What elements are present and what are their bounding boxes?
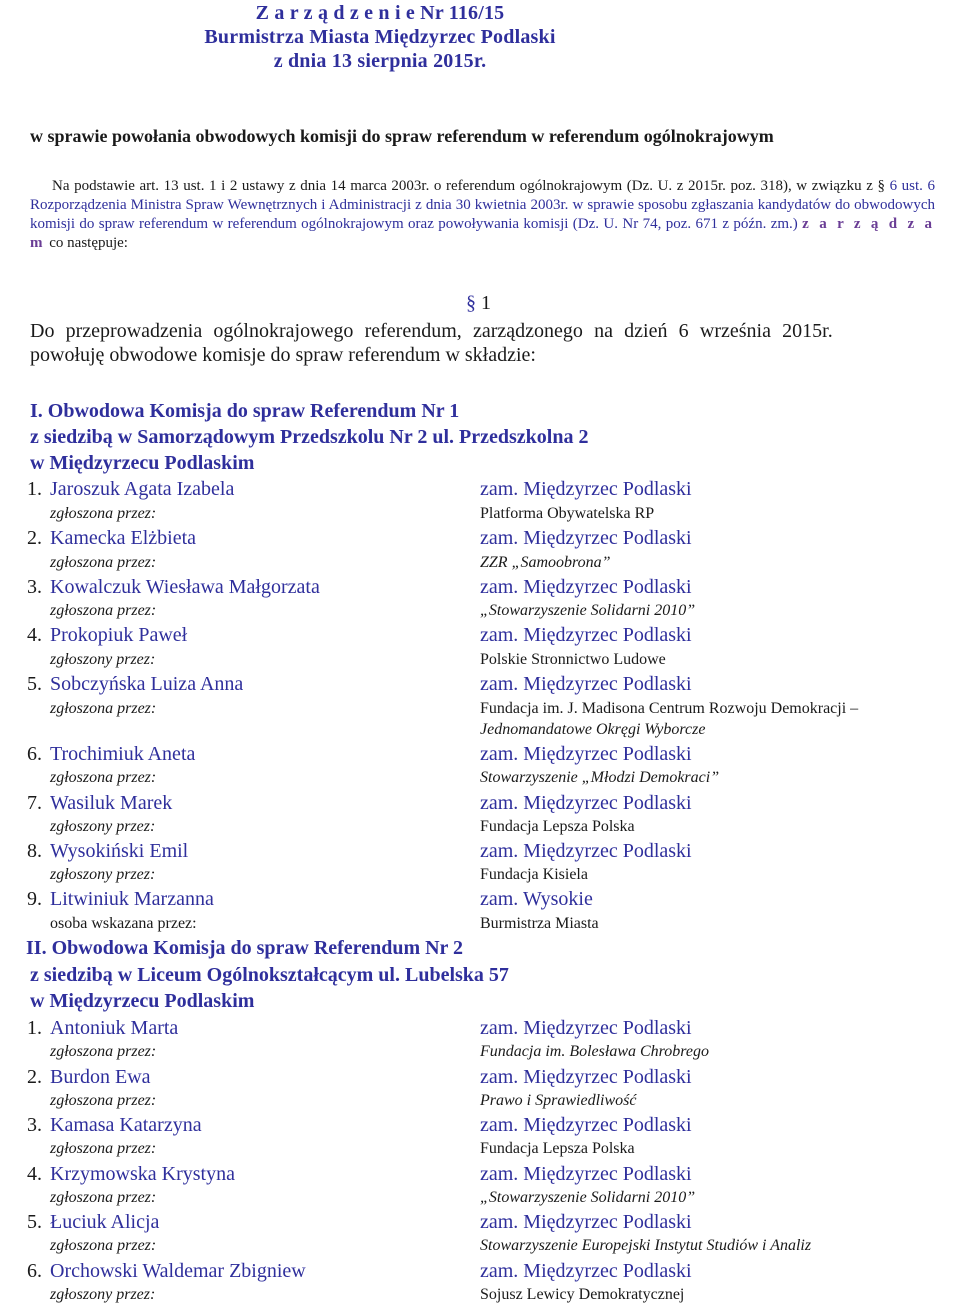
member-residence: zam. Międzyrzec Podlaski <box>480 1114 692 1136</box>
commission-1-city: w Międzyrzecu Podlaskim <box>30 452 255 474</box>
nominated-by-label: zgłoszona przez: <box>50 505 157 522</box>
member-residence: zam. Międzyrzec Podlaski <box>480 1017 692 1039</box>
member-name: Wasiluk Marek <box>50 792 173 814</box>
member-number: 9. <box>27 888 42 910</box>
member-number: 2. <box>27 1066 42 1088</box>
nominated-by-label: zgłoszona przez: <box>50 1237 157 1254</box>
commission-2-title: II. Obwodowa Komisja do spraw Referendum Nr 2 <box>26 937 464 959</box>
nominated-by-label: osoba wskazana przez: <box>50 915 197 932</box>
member-residence: zam. Międzyrzec Podlaski <box>480 792 692 814</box>
ordinance-subject: w sprawie powołania obwodowych komisji do spraw referendum w referendum ogólnokrajowym <box>30 126 774 146</box>
nominating-body-cont: Jednomandatowe Okręgi Wyborcze <box>480 721 706 738</box>
section-sign: § <box>877 178 885 194</box>
member-name: Litwiniuk Marzanna <box>50 888 214 910</box>
member-residence: zam. Międzyrzec Podlaski <box>480 743 692 765</box>
paragraph-number: 1 <box>481 292 491 314</box>
member-name: Antoniuk Marta <box>50 1017 179 1039</box>
member-number: 1. <box>27 1017 42 1039</box>
member-number: 6. <box>27 743 42 765</box>
nominated-by-label: zgłoszona przez: <box>50 1043 157 1060</box>
member-number: 5. <box>27 673 42 695</box>
member-residence: zam. Międzyrzec Podlaski <box>480 478 692 500</box>
member-name: Kowalczuk Wiesława Małgorzata <box>50 576 320 598</box>
paragraph-text-2: powołuję obwodowe komisje do spraw referendum w składzie: <box>30 344 536 366</box>
commission-2-city: w Międzyrzecu Podlaskim <box>30 990 255 1012</box>
member-residence: zam. Międzyrzec Podlaski <box>480 527 692 549</box>
nominating-body: Fundacja Lepsza Polska <box>480 818 635 835</box>
member-number: 5. <box>27 1211 42 1233</box>
nominating-body: Stowarzyszenie Europejski Instytut Studiów i Analiz <box>480 1237 812 1254</box>
commission-1-seat: z siedzibą w Samorządowym Przedszkolu Nr 2 ul. Przedszkolna 2 <box>30 426 589 448</box>
nominated-by-label: zgłoszony przez: <box>50 1286 156 1303</box>
nominated-by-label: zgłoszona przez: <box>50 1092 157 1109</box>
member-number: 6. <box>27 1260 42 1282</box>
member-residence: zam. Międzyrzec Podlaski <box>480 840 692 862</box>
commission-2-seat: z siedzibą w Liceum Ogólnokształcącym ul. Lubelska 57 <box>30 964 509 986</box>
nominating-body: „Stowarzyszenie Solidarni 2010” <box>480 602 696 619</box>
member-residence: zam. Międzyrzec Podlaski <box>480 1211 692 1233</box>
member-residence: zam. Międzyrzec Podlaski <box>480 1066 692 1088</box>
member-number: 1. <box>27 478 42 500</box>
member-residence: zam. Międzyrzec Podlaski <box>480 673 692 695</box>
nominated-by-label: zgłoszony przez: <box>50 866 156 883</box>
member-name: Prokopiuk Paweł <box>50 624 188 646</box>
member-number: 7. <box>27 792 42 814</box>
nominated-by-label: zgłoszony przez: <box>50 818 156 835</box>
legal-basis <box>30 177 935 253</box>
commission-1-title: I. Obwodowa Komisja do spraw Referendum Nr 1 <box>30 400 460 422</box>
nominated-by-label: zgłoszona przez: <box>50 554 157 571</box>
member-name: Jaroszuk Agata Izabela <box>50 478 235 500</box>
member-name: Sobczyńska Luiza Anna <box>50 673 244 695</box>
member-residence: zam. Wysokie <box>480 888 593 910</box>
member-name: Wysokiński Emil <box>50 840 189 862</box>
legal-basis-part2: 6 ust. 6 Rozporządzenia Ministra Spraw Wewnętrznych i Administracji z dnia 30 kwietnia 2003r. w sprawie sposobu zgłaszania kandydatów do obwodowych komisji do spraw referendum w referendum ogólnokrajowym oraz powoływania komisji (Dz. U. Nr 74, poz. 671 z późn. zm.) <box>30 178 935 232</box>
legal-basis-part3: co następuje: <box>45 235 128 251</box>
member-number: 4. <box>27 624 42 646</box>
ordinance-title: Z a r z ą d z e n i e Nr 116/15 <box>255 2 505 24</box>
nominating-body: Sojusz Lewicy Demokratycznej <box>480 1286 685 1303</box>
ordinance-issuer: Burmistrza Miasta Międzyrzec Podlaski <box>204 26 556 48</box>
member-name: Kamecka Elżbieta <box>50 527 197 549</box>
member-residence: zam. Międzyrzec Podlaski <box>480 1163 692 1185</box>
paragraph-heading <box>466 292 491 315</box>
nominating-body: Platforma Obywatelska RP <box>480 505 655 522</box>
nominating-body: ZZR „Samoobrona” <box>480 554 611 571</box>
member-name: Łuciuk Alicja <box>50 1211 160 1233</box>
paragraph-text-1: Do przeprowadzenia ogólnokrajowego referendum, zarządzonego na dzień 6 września 2015r. <box>30 320 833 342</box>
member-number: 3. <box>27 1114 42 1136</box>
nominating-body: Burmistrza Miasta <box>480 915 599 932</box>
member-residence: zam. Międzyrzec Podlaski <box>480 1260 692 1282</box>
nominating-body: Fundacja im. Bolesława Chrobrego <box>480 1043 710 1060</box>
ordinance-date: z dnia 13 sierpnia 2015r. <box>273 50 487 72</box>
member-number: 3. <box>27 576 42 598</box>
legal-basis-part1: Na podstawie art. 13 ust. 1 i 2 ustawy z dnia 14 marca 2003r. o referendum ogólnokrajowym (Dz. U. z 2015r. poz. 318), w związku z <box>52 178 878 194</box>
decree-keyword: z a r z ą d z a m <box>30 216 936 251</box>
nominated-by-label: zgłoszona przez: <box>50 1140 157 1157</box>
member-name: Orchowski Waldemar Zbigniew <box>50 1260 306 1282</box>
nominated-by-label: zgłoszona przez: <box>50 602 157 619</box>
nominating-body: Fundacja Lepsza Polska <box>480 1140 635 1157</box>
nominating-body: Stowarzyszenie „Młodzi Demokraci” <box>480 769 720 786</box>
member-residence: zam. Międzyrzec Podlaski <box>480 576 692 598</box>
nominated-by-label: zgłoszona przez: <box>50 1189 157 1206</box>
member-name: Burdon Ewa <box>50 1066 151 1088</box>
paragraph-sign: § <box>466 292 476 314</box>
member-number: 2. <box>27 527 42 549</box>
nominating-body: Fundacja Kisiela <box>480 866 588 883</box>
nominated-by-label: zgłoszony przez: <box>50 651 156 668</box>
nominated-by-label: zgłoszona przez: <box>50 700 157 717</box>
member-number: 8. <box>27 840 42 862</box>
member-name: Kamasa Katarzyna <box>50 1114 202 1136</box>
nominating-body: Fundacja im. J. Madisona Centrum Rozwoju Demokracji – <box>480 700 859 717</box>
member-name: Krzymowska Krystyna <box>50 1163 235 1185</box>
nominated-by-label: zgłoszona przez: <box>50 769 157 786</box>
member-name: Trochimiuk Aneta <box>50 743 196 765</box>
member-residence: zam. Międzyrzec Podlaski <box>480 624 692 646</box>
nominating-body: Polskie Stronnictwo Ludowe <box>480 651 666 668</box>
nominating-body: „Stowarzyszenie Solidarni 2010” <box>480 1189 696 1206</box>
nominating-body: Prawo i Sprawiedliwość <box>480 1092 637 1109</box>
member-number: 4. <box>27 1163 42 1185</box>
